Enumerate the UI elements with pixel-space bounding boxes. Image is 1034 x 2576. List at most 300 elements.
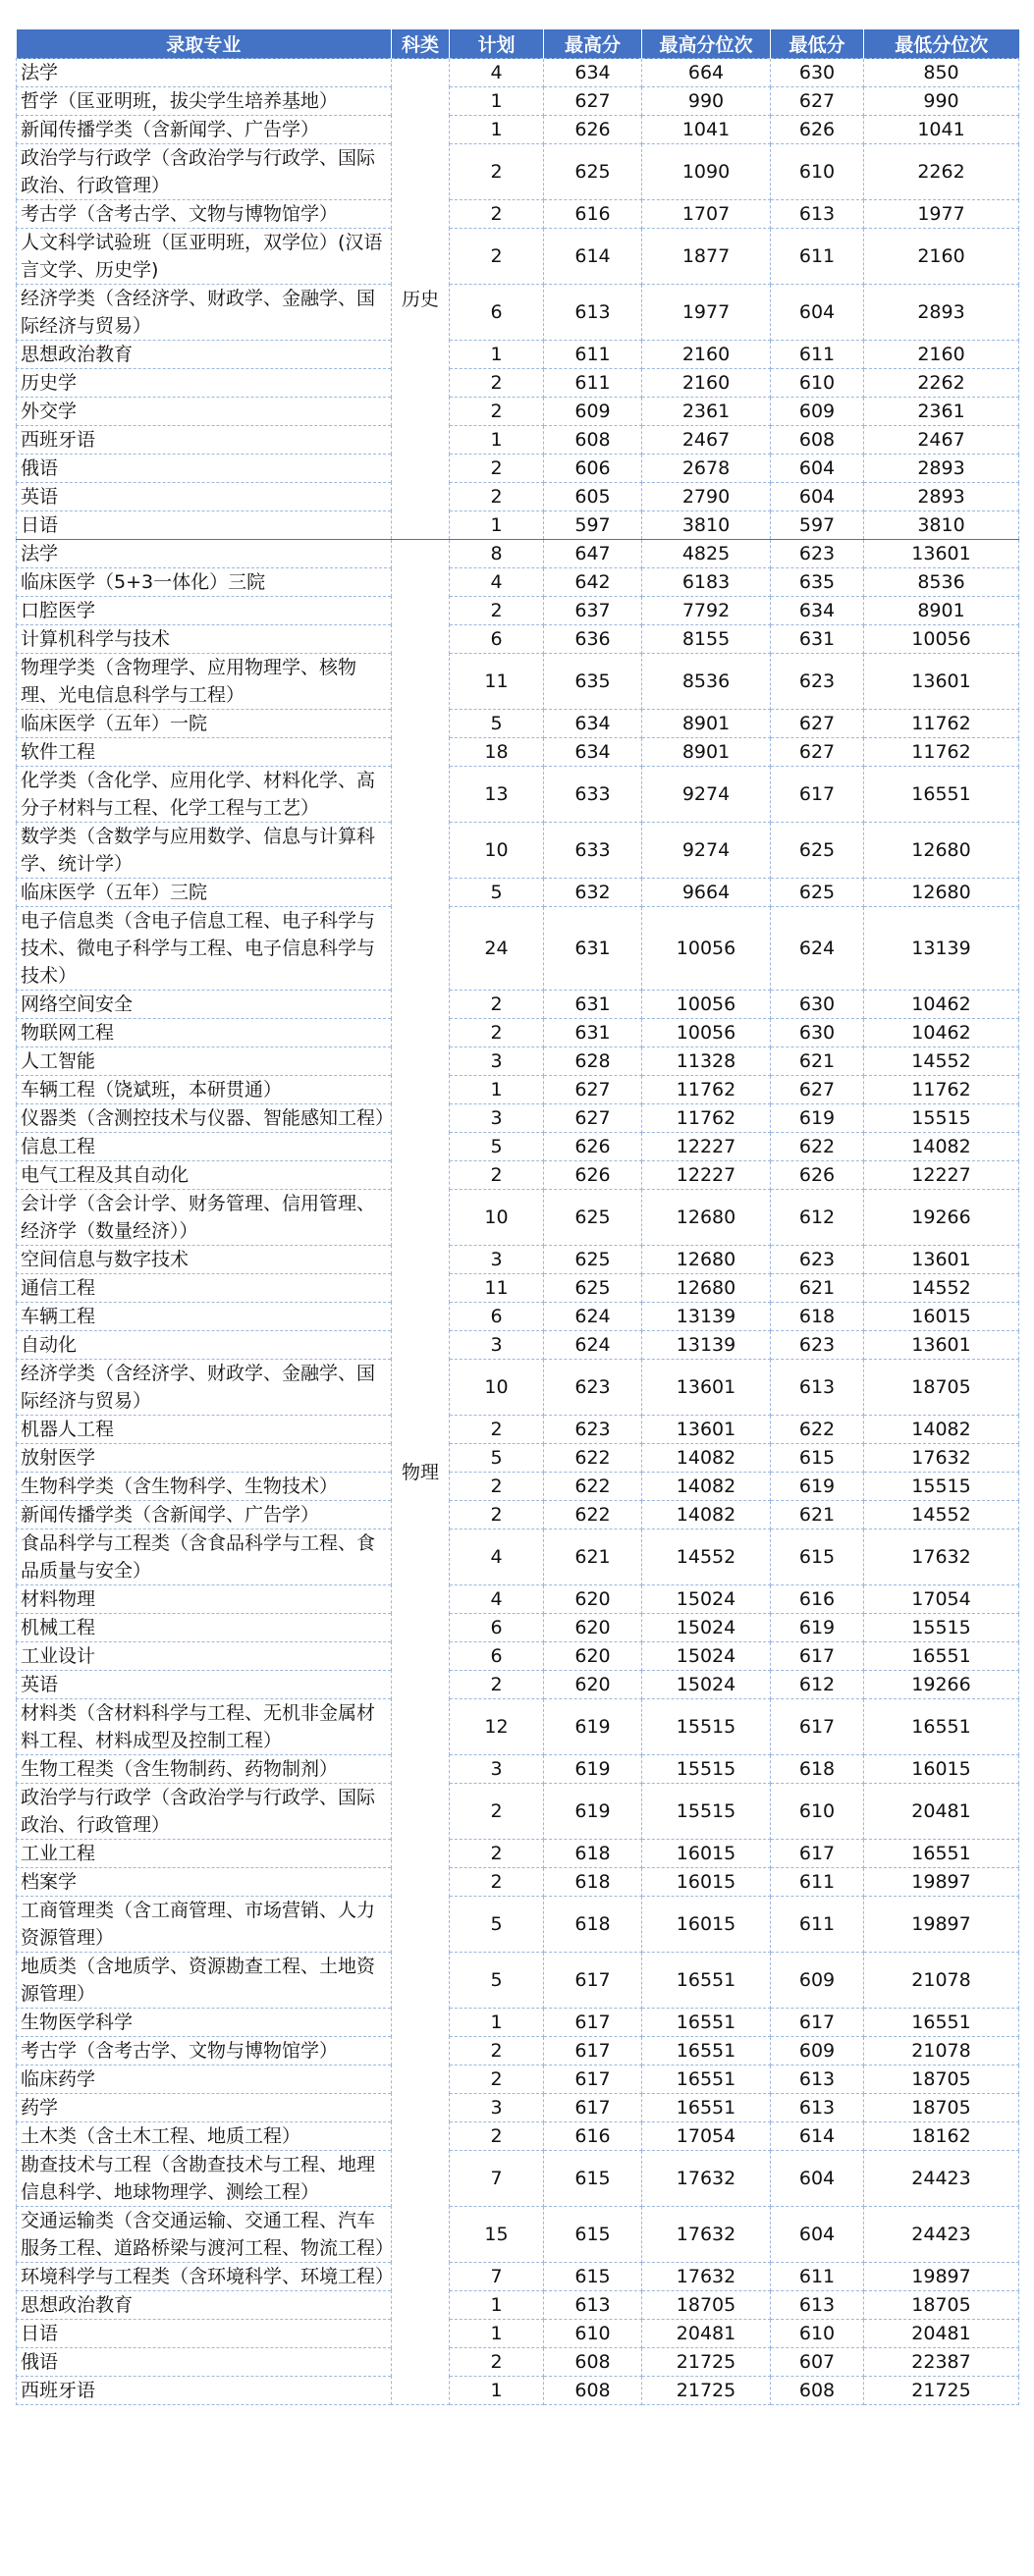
cell-min-score: 604 <box>771 2207 864 2263</box>
cell-max-score: 628 <box>544 1047 642 1076</box>
cell-max-score: 615 <box>544 2207 642 2263</box>
cell-min-score: 611 <box>771 341 864 369</box>
table-row <box>17 1784 1019 1840</box>
cell-plan: 10 <box>450 1190 544 1246</box>
cell-min-rank: 15515 <box>864 1104 1019 1133</box>
table-row <box>17 710 1019 738</box>
table-row <box>17 1303 1019 1331</box>
cell-min-rank: 2160 <box>864 341 1019 369</box>
cell-max-rank: 2361 <box>642 398 771 426</box>
cell-max-score: 616 <box>544 2122 642 2151</box>
cell-min-rank: 2361 <box>864 398 1019 426</box>
cell-max-rank: 8901 <box>642 710 771 738</box>
cell-plan: 2 <box>450 1671 544 1699</box>
cell-max-score: 632 <box>544 879 642 907</box>
cell-min-rank: 13601 <box>864 654 1019 710</box>
cell-subject: 历史 <box>392 59 450 540</box>
cell-min-score: 609 <box>771 2037 864 2066</box>
cell-max-rank: 664 <box>642 59 771 87</box>
cell-plan: 1 <box>450 2291 544 2320</box>
cell-plan: 1 <box>450 426 544 455</box>
cell-max-rank: 17632 <box>642 2151 771 2207</box>
table-row <box>17 1274 1019 1303</box>
cell-plan: 2 <box>450 455 544 483</box>
cell-min-rank: 16015 <box>864 1303 1019 1331</box>
cell-major: 经济学类（含经济学、财政学、金融学、国际经济与贸易） <box>17 1360 392 1416</box>
cell-max-rank: 18705 <box>642 2291 771 2320</box>
cell-max-rank: 17054 <box>642 2122 771 2151</box>
cell-min-rank: 13601 <box>864 1331 1019 1360</box>
cell-min-rank: 14082 <box>864 1133 1019 1161</box>
cell-max-score: 623 <box>544 1360 642 1416</box>
cell-max-rank: 9274 <box>642 767 771 823</box>
cell-max-rank: 11762 <box>642 1076 771 1104</box>
cell-major: 法学 <box>17 59 392 87</box>
cell-major: 法学 <box>17 540 392 568</box>
cell-max-score: 635 <box>544 654 642 710</box>
cell-min-score: 617 <box>771 1840 864 1868</box>
cell-plan: 5 <box>450 710 544 738</box>
cell-major: 考古学（含考古学、文物与博物馆学） <box>17 2037 392 2066</box>
cell-max-rank: 1877 <box>642 229 771 285</box>
cell-max-rank: 16551 <box>642 2094 771 2122</box>
cell-major: 工商管理类（含工商管理、市场营销、人力资源管理） <box>17 1897 392 1953</box>
cell-min-score: 624 <box>771 907 864 991</box>
cell-plan: 2 <box>450 2122 544 2151</box>
table-row <box>17 1501 1019 1530</box>
table-row <box>17 597 1019 625</box>
cell-plan: 2 <box>450 1473 544 1501</box>
cell-major: 口腔医学 <box>17 597 392 625</box>
cell-max-rank: 16551 <box>642 2009 771 2037</box>
cell-major: 机械工程 <box>17 1614 392 1642</box>
cell-min-score: 621 <box>771 1274 864 1303</box>
cell-plan: 6 <box>450 1303 544 1331</box>
cell-min-score: 613 <box>771 2094 864 2122</box>
cell-max-rank: 15024 <box>642 1585 771 1614</box>
table-row <box>17 1246 1019 1274</box>
table-row <box>17 1076 1019 1104</box>
cell-max-score: 634 <box>544 59 642 87</box>
cell-major: 环境科学与工程类（含环境科学、环境工程） <box>17 2263 392 2291</box>
cell-min-rank: 14552 <box>864 1501 1019 1530</box>
cell-min-rank: 990 <box>864 87 1019 116</box>
table-row <box>17 144 1019 200</box>
cell-plan: 2 <box>450 1784 544 1840</box>
cell-max-score: 608 <box>544 426 642 455</box>
table-row <box>17 991 1019 1019</box>
cell-max-rank: 12680 <box>642 1190 771 1246</box>
cell-max-rank: 16015 <box>642 1868 771 1897</box>
cell-major: 土木类（含土木工程、地质工程） <box>17 2122 392 2151</box>
cell-min-score: 613 <box>771 2291 864 2320</box>
cell-max-rank: 13601 <box>642 1360 771 1416</box>
table-row <box>17 1331 1019 1360</box>
cell-major: 西班牙语 <box>17 2377 392 2405</box>
cell-major: 生物工程类（含生物制药、药物制剂） <box>17 1755 392 1784</box>
cell-min-score: 615 <box>771 1530 864 1585</box>
cell-min-rank: 8901 <box>864 597 1019 625</box>
cell-min-rank: 17632 <box>864 1444 1019 1473</box>
cell-max-score: 625 <box>544 1274 642 1303</box>
cell-min-rank: 2893 <box>864 483 1019 511</box>
cell-min-score: 626 <box>771 1161 864 1190</box>
cell-major: 空间信息与数字技术 <box>17 1246 392 1274</box>
cell-max-score: 617 <box>544 1953 642 2009</box>
cell-plan: 7 <box>450 2151 544 2207</box>
cell-max-score: 615 <box>544 2263 642 2291</box>
cell-plan: 18 <box>450 738 544 767</box>
cell-min-rank: 3810 <box>864 511 1019 540</box>
cell-min-score: 597 <box>771 511 864 540</box>
table-row <box>17 1416 1019 1444</box>
cell-min-rank: 2893 <box>864 455 1019 483</box>
cell-max-rank: 2790 <box>642 483 771 511</box>
cell-plan: 2 <box>450 483 544 511</box>
cell-plan: 15 <box>450 2207 544 2263</box>
cell-major: 人文科学试验班（匡亚明班，双学位）(汉语言文学、历史学) <box>17 229 392 285</box>
cell-max-rank: 12227 <box>642 1133 771 1161</box>
cell-min-rank: 16551 <box>864 767 1019 823</box>
cell-max-rank: 15515 <box>642 1755 771 1784</box>
cell-major: 网络空间安全 <box>17 991 392 1019</box>
cell-min-rank: 19897 <box>864 2263 1019 2291</box>
cell-max-rank: 10056 <box>642 907 771 991</box>
cell-min-score: 631 <box>771 625 864 654</box>
cell-major: 车辆工程 <box>17 1303 392 1331</box>
header-plan: 计划 <box>450 29 544 59</box>
header-min-rank: 最低分位次 <box>864 29 1019 59</box>
cell-min-score: 611 <box>771 1897 864 1953</box>
cell-min-rank: 1041 <box>864 116 1019 144</box>
cell-plan: 1 <box>450 116 544 144</box>
table-row <box>17 1642 1019 1671</box>
cell-plan: 4 <box>450 1530 544 1585</box>
cell-plan: 2 <box>450 229 544 285</box>
cell-max-score: 617 <box>544 2037 642 2066</box>
cell-min-score: 634 <box>771 597 864 625</box>
cell-max-score: 615 <box>544 2151 642 2207</box>
table-row <box>17 823 1019 879</box>
cell-major: 临床药学 <box>17 2066 392 2094</box>
cell-min-score: 630 <box>771 59 864 87</box>
table-row <box>17 426 1019 455</box>
cell-major: 临床医学（五年）一院 <box>17 710 392 738</box>
cell-min-rank: 12680 <box>864 879 1019 907</box>
cell-max-score: 625 <box>544 144 642 200</box>
cell-max-score: 647 <box>544 540 642 568</box>
cell-plan: 6 <box>450 285 544 341</box>
cell-max-score: 631 <box>544 991 642 1019</box>
cell-max-rank: 10056 <box>642 991 771 1019</box>
cell-min-score: 617 <box>771 1699 864 1755</box>
cell-plan: 2 <box>450 1161 544 1190</box>
cell-min-score: 618 <box>771 1755 864 1784</box>
cell-max-rank: 21725 <box>642 2348 771 2377</box>
cell-major: 会计学（含会计学、财务管理、信用管理、经济学（数量经济）） <box>17 1190 392 1246</box>
cell-major: 物理学类（含物理学、应用物理学、核物理、光电信息科学与工程） <box>17 654 392 710</box>
cell-min-score: 604 <box>771 285 864 341</box>
cell-max-score: 617 <box>544 2066 642 2094</box>
table-row <box>17 229 1019 285</box>
cell-major: 化学类（含化学、应用化学、材料化学、高分子材料与工程、化学工程与工艺） <box>17 767 392 823</box>
cell-min-rank: 15515 <box>864 1614 1019 1642</box>
table-row <box>17 2037 1019 2066</box>
cell-max-rank: 11762 <box>642 1104 771 1133</box>
cell-max-rank: 1707 <box>642 200 771 229</box>
cell-min-rank: 11762 <box>864 710 1019 738</box>
cell-major: 机器人工程 <box>17 1416 392 1444</box>
cell-plan: 7 <box>450 2263 544 2291</box>
cell-min-rank: 18705 <box>864 2094 1019 2122</box>
cell-max-score: 613 <box>544 2291 642 2320</box>
cell-max-rank: 2467 <box>642 426 771 455</box>
cell-max-rank: 13139 <box>642 1303 771 1331</box>
cell-major: 政治学与行政学（含政治学与行政学、国际政治、行政管理） <box>17 144 392 200</box>
cell-max-score: 608 <box>544 2348 642 2377</box>
cell-major: 俄语 <box>17 455 392 483</box>
table-row <box>17 1699 1019 1755</box>
cell-min-score: 607 <box>771 2348 864 2377</box>
cell-min-rank: 18705 <box>864 2291 1019 2320</box>
cell-major: 自动化 <box>17 1331 392 1360</box>
cell-min-score: 622 <box>771 1416 864 1444</box>
cell-max-rank: 8901 <box>642 738 771 767</box>
cell-min-score: 611 <box>771 2263 864 2291</box>
cell-major: 材料物理 <box>17 1585 392 1614</box>
cell-max-rank: 6183 <box>642 568 771 597</box>
cell-min-rank: 2467 <box>864 426 1019 455</box>
cell-max-score: 631 <box>544 907 642 991</box>
table-row <box>17 2291 1019 2320</box>
cell-plan: 3 <box>450 1246 544 1274</box>
cell-min-rank: 19266 <box>864 1671 1019 1699</box>
cell-min-score: 604 <box>771 483 864 511</box>
cell-min-rank: 10462 <box>864 1019 1019 1047</box>
cell-min-rank: 2893 <box>864 285 1019 341</box>
table-row <box>17 1897 1019 1953</box>
cell-major: 新闻传播学类（含新闻学、广告学） <box>17 116 392 144</box>
cell-major: 电子信息类（含电子信息工程、电子科学与技术、微电子科学与工程、电子信息科学与技术） <box>17 907 392 991</box>
cell-min-rank: 24423 <box>864 2151 1019 2207</box>
table-row <box>17 1840 1019 1868</box>
table-row <box>17 2094 1019 2122</box>
cell-min-rank: 16551 <box>864 1642 1019 1671</box>
table-row <box>17 2207 1019 2263</box>
cell-min-score: 617 <box>771 2009 864 2037</box>
cell-min-score: 630 <box>771 991 864 1019</box>
table-row <box>17 1190 1019 1246</box>
cell-min-rank: 1977 <box>864 200 1019 229</box>
cell-major: 地质类（含地质学、资源勘查工程、土地资源管理） <box>17 1953 392 2009</box>
cell-max-score: 617 <box>544 2009 642 2037</box>
cell-max-score: 626 <box>544 1161 642 1190</box>
table-row <box>17 625 1019 654</box>
cell-major: 软件工程 <box>17 738 392 767</box>
cell-max-score: 621 <box>544 1530 642 1585</box>
table-header <box>17 29 1019 59</box>
cell-max-score: 624 <box>544 1331 642 1360</box>
cell-plan: 1 <box>450 2377 544 2405</box>
cell-plan: 10 <box>450 1360 544 1416</box>
cell-major: 考古学（含考古学、文物与博物馆学） <box>17 200 392 229</box>
cell-min-rank: 11762 <box>864 1076 1019 1104</box>
cell-max-rank: 12680 <box>642 1246 771 1274</box>
cell-major: 俄语 <box>17 2348 392 2377</box>
cell-min-rank: 16551 <box>864 1840 1019 1868</box>
table-row <box>17 1671 1019 1699</box>
cell-plan: 5 <box>450 879 544 907</box>
cell-min-score: 627 <box>771 738 864 767</box>
cell-plan: 5 <box>450 1444 544 1473</box>
cell-max-score: 619 <box>544 1755 642 1784</box>
cell-min-score: 613 <box>771 2066 864 2094</box>
cell-min-score: 604 <box>771 2151 864 2207</box>
cell-min-score: 619 <box>771 1614 864 1642</box>
cell-max-rank: 2678 <box>642 455 771 483</box>
cell-plan: 5 <box>450 1897 544 1953</box>
header-max-rank: 最高分位次 <box>642 29 771 59</box>
cell-max-rank: 4825 <box>642 540 771 568</box>
cell-max-score: 637 <box>544 597 642 625</box>
cell-plan: 1 <box>450 87 544 116</box>
cell-min-rank: 16551 <box>864 2009 1019 2037</box>
cell-plan: 2 <box>450 1416 544 1444</box>
cell-plan: 2 <box>450 1868 544 1897</box>
cell-max-score: 631 <box>544 1019 642 1047</box>
cell-max-score: 622 <box>544 1444 642 1473</box>
cell-max-score: 623 <box>544 1416 642 1444</box>
cell-max-rank: 15024 <box>642 1614 771 1642</box>
cell-max-score: 624 <box>544 1303 642 1331</box>
cell-max-rank: 16551 <box>642 1953 771 2009</box>
cell-major: 车辆工程（饶斌班，本研贯通） <box>17 1076 392 1104</box>
cell-plan: 1 <box>450 511 544 540</box>
cell-min-score: 619 <box>771 1473 864 1501</box>
table-row <box>17 455 1019 483</box>
table-row <box>17 1161 1019 1190</box>
cell-max-rank: 14082 <box>642 1473 771 1501</box>
cell-min-score: 623 <box>771 654 864 710</box>
cell-max-score: 611 <box>544 369 642 398</box>
cell-min-score: 608 <box>771 426 864 455</box>
cell-min-score: 615 <box>771 1444 864 1473</box>
cell-min-rank: 10462 <box>864 991 1019 1019</box>
cell-min-rank: 13601 <box>864 1246 1019 1274</box>
cell-plan: 2 <box>450 369 544 398</box>
cell-major: 政治学与行政学（含政治学与行政学、国际政治、行政管理） <box>17 1784 392 1840</box>
cell-min-rank: 15515 <box>864 1473 1019 1501</box>
cell-major: 新闻传播学类（含新闻学、广告学） <box>17 1501 392 1530</box>
table-row <box>17 767 1019 823</box>
cell-min-score: 613 <box>771 1360 864 1416</box>
table-body <box>17 59 1019 2405</box>
table-row <box>17 369 1019 398</box>
header-subject: 科类 <box>392 29 450 59</box>
cell-max-score: 609 <box>544 398 642 426</box>
cell-max-rank: 2160 <box>642 341 771 369</box>
cell-plan: 10 <box>450 823 544 879</box>
cell-max-rank: 2160 <box>642 369 771 398</box>
cell-major: 日语 <box>17 511 392 540</box>
cell-min-score: 630 <box>771 1019 864 1047</box>
cell-max-rank: 7792 <box>642 597 771 625</box>
cell-plan: 24 <box>450 907 544 991</box>
cell-max-score: 626 <box>544 1133 642 1161</box>
cell-plan: 4 <box>450 1585 544 1614</box>
cell-plan: 11 <box>450 1274 544 1303</box>
cell-max-score: 634 <box>544 710 642 738</box>
cell-max-score: 617 <box>544 2094 642 2122</box>
header-max-score: 最高分 <box>544 29 642 59</box>
cell-plan: 2 <box>450 991 544 1019</box>
cell-plan: 2 <box>450 2348 544 2377</box>
cell-max-rank: 15515 <box>642 1784 771 1840</box>
cell-major: 思想政治教育 <box>17 2291 392 2320</box>
table-row <box>17 116 1019 144</box>
cell-max-rank: 10056 <box>642 1019 771 1047</box>
cell-max-score: 619 <box>544 1784 642 1840</box>
cell-max-score: 610 <box>544 2320 642 2348</box>
cell-major: 仪器类（含测控技术与仪器、智能感知工程） <box>17 1104 392 1133</box>
cell-plan: 5 <box>450 1133 544 1161</box>
cell-max-score: 626 <box>544 116 642 144</box>
cell-major: 数学类（含数学与应用数学、信息与计算科学、统计学） <box>17 823 392 879</box>
table-row <box>17 2348 1019 2377</box>
table-row <box>17 654 1019 710</box>
table-row <box>17 2122 1019 2151</box>
cell-max-rank: 1090 <box>642 144 771 200</box>
cell-major: 工业工程 <box>17 1840 392 1868</box>
cell-major: 英语 <box>17 1671 392 1699</box>
cell-min-score: 609 <box>771 1953 864 2009</box>
cell-major: 计算机科学与技术 <box>17 625 392 654</box>
cell-min-rank: 22387 <box>864 2348 1019 2377</box>
table-row <box>17 483 1019 511</box>
cell-major: 放射医学 <box>17 1444 392 1473</box>
cell-min-score: 610 <box>771 369 864 398</box>
cell-min-score: 610 <box>771 144 864 200</box>
table-row <box>17 1133 1019 1161</box>
cell-subject: 物理 <box>392 540 450 2405</box>
table-row <box>17 540 1019 568</box>
cell-max-rank: 8536 <box>642 654 771 710</box>
cell-max-rank: 9664 <box>642 879 771 907</box>
cell-min-score: 619 <box>771 1104 864 1133</box>
table-row <box>17 879 1019 907</box>
cell-max-score: 614 <box>544 229 642 285</box>
cell-plan: 2 <box>450 200 544 229</box>
cell-plan: 2 <box>450 144 544 200</box>
cell-major: 日语 <box>17 2320 392 2348</box>
cell-plan: 2 <box>450 2037 544 2066</box>
cell-max-rank: 16551 <box>642 2066 771 2094</box>
cell-plan: 8 <box>450 540 544 568</box>
cell-min-rank: 16015 <box>864 1755 1019 1784</box>
table-row <box>17 1530 1019 1585</box>
cell-major: 档案学 <box>17 1868 392 1897</box>
cell-max-rank: 13139 <box>642 1331 771 1360</box>
cell-min-score: 635 <box>771 568 864 597</box>
table-row <box>17 1868 1019 1897</box>
cell-max-rank: 1977 <box>642 285 771 341</box>
table-row <box>17 1473 1019 1501</box>
cell-max-rank: 14082 <box>642 1501 771 1530</box>
cell-min-score: 613 <box>771 200 864 229</box>
table-row <box>17 1360 1019 1416</box>
cell-major: 思想政治教育 <box>17 341 392 369</box>
cell-plan: 1 <box>450 2009 544 2037</box>
